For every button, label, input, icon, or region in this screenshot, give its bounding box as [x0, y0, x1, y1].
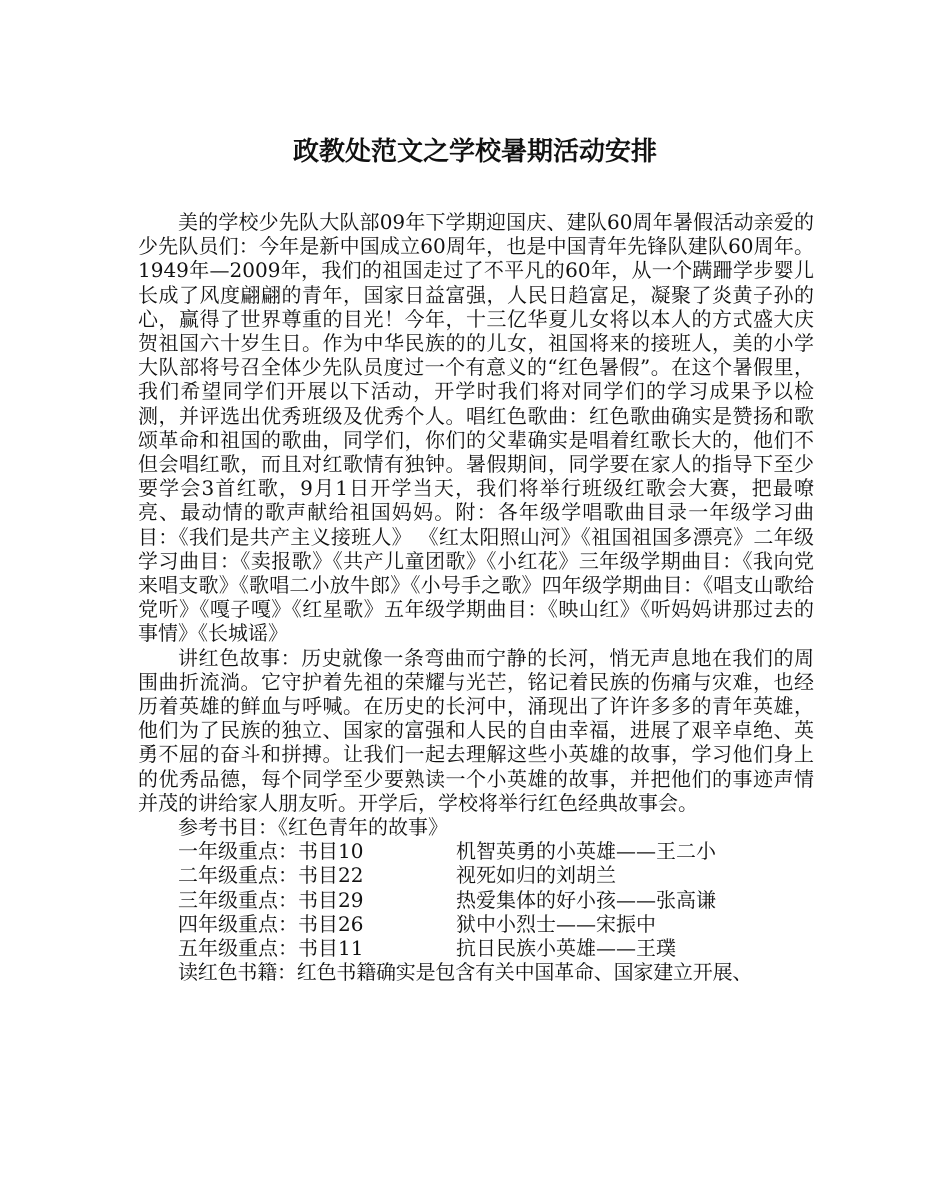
document-title: 政教处范文之学校暑期活动安排: [292, 137, 657, 167]
grade-book-label: 一年级重点：书目10: [178, 839, 364, 864]
paragraph-song-activity: 美的学校少先队大队部09年下学期迎国庆、建队60周年暑假活动亲爱的少先队员们：今年是新中国成立60周年，也是中国青年先锋队建队60周年。1949年—2009年，我们的祖国走过了不平凡的60年，从一个蹒跚学步婴儿长成了风度翩翩的青年，国家日益富强，人民日趋富足，凝聚了炎黄子孙的心，赢得了世界尊重的目光！今年，十三亿华夏儿女将以本人的方式盛大庆贺祖国六十岁生日。作为中华民族的的儿女，祖国将来的接班人，美的小学大队部将号召全体少先队员度过一个有意义的“红色暑假”。在这个暑假里，我们希望同学们开展以下活动，开学时我们将对同学们的学习成果予以检测，并评选出优秀班级及优秀个人。唱红色歌曲：红色歌曲确实是赞扬和歌颂革命和祖国的歌曲，同学们，你们的父辈确实是唱着红歌长大的，他们不但会唱红歌，而且对红歌情有独钟。暑假期间，同学要在家人的指导下至少要学会3首红歌，9月1日开学当天，我们将举行班级红歌会大赛，把最嘹亮、最动情的歌声献给祖国妈妈。附：各年级学唱歌曲目录一年级学习曲目：《我们是共产主义接班人》 《红太阳照山河》《祖国祖国多漂亮》二年级学习曲目：《卖报歌》《共产儿童团歌》《小红花》三年级学期曲目：《我向党来唱支歌》《歌唱二小放牛郎》《小号手之歌》四年级学期曲目：《唱支山歌给党听》《嘎子嘎》《红星歌》五年级学期曲目：《映山红》《听妈妈讲那过去的事情》《长城谣》: [138, 210, 814, 646]
grade-book-title: 视死如归的刘胡兰: [456, 863, 616, 888]
reference-book-line: 参考书目：《红色青年的故事》: [178, 815, 448, 840]
grade-book-label: 二年级重点：书目22: [178, 863, 364, 888]
grade-book-row: [138, 839, 814, 863]
grade-book-label: 三年级重点：书目29: [178, 887, 364, 912]
grade-book-title: 狱中小烈士——宋振中: [456, 911, 656, 936]
grade-book-row: [138, 912, 814, 936]
document-body: [138, 210, 814, 985]
grade-book-row: [138, 888, 814, 912]
grade-book-label: 四年级重点：书目26: [178, 911, 364, 936]
paragraph-story-activity: 讲红色故事：历史就像一条弯曲而宁静的长河，悄无声息地在我们的周围曲折流淌。它守护着先祖的荣耀与光芒，铭记着民族的伤痛与灾难，也经历着英雄的鲜血与呼喊。在历史的长河中，涌现出了许许多多的青年英雄，他们为了民族的独立、国家的富强和人民的自由幸福，进展了艰辛卓绝、英勇不屈的奋斗和拼搏。让我们一起去理解这些小英雄的故事，学习他们身上的优秀品德，每个同学至少要熟读一个小英雄的故事，并把他们的事迹声情并茂的讲给家人朋友听。开学后，学校将举行红色经典故事会。: [138, 645, 814, 815]
grade-book-title: 机智英勇的小英雄——王二小: [456, 839, 716, 864]
grade-book-row: [138, 936, 814, 960]
grade-book-label: 五年级重点：书目11: [178, 936, 364, 961]
grade-book-title: 抗日民族小英雄——王璞: [456, 936, 676, 961]
paragraph-reading-activity: 读红色书籍：红色书籍确实是包含有关中国革命、国家建立开展、: [178, 960, 753, 985]
grade-book-row: [138, 863, 814, 887]
grade-book-title: 热爱集体的好小孩——张高谦: [456, 887, 716, 912]
